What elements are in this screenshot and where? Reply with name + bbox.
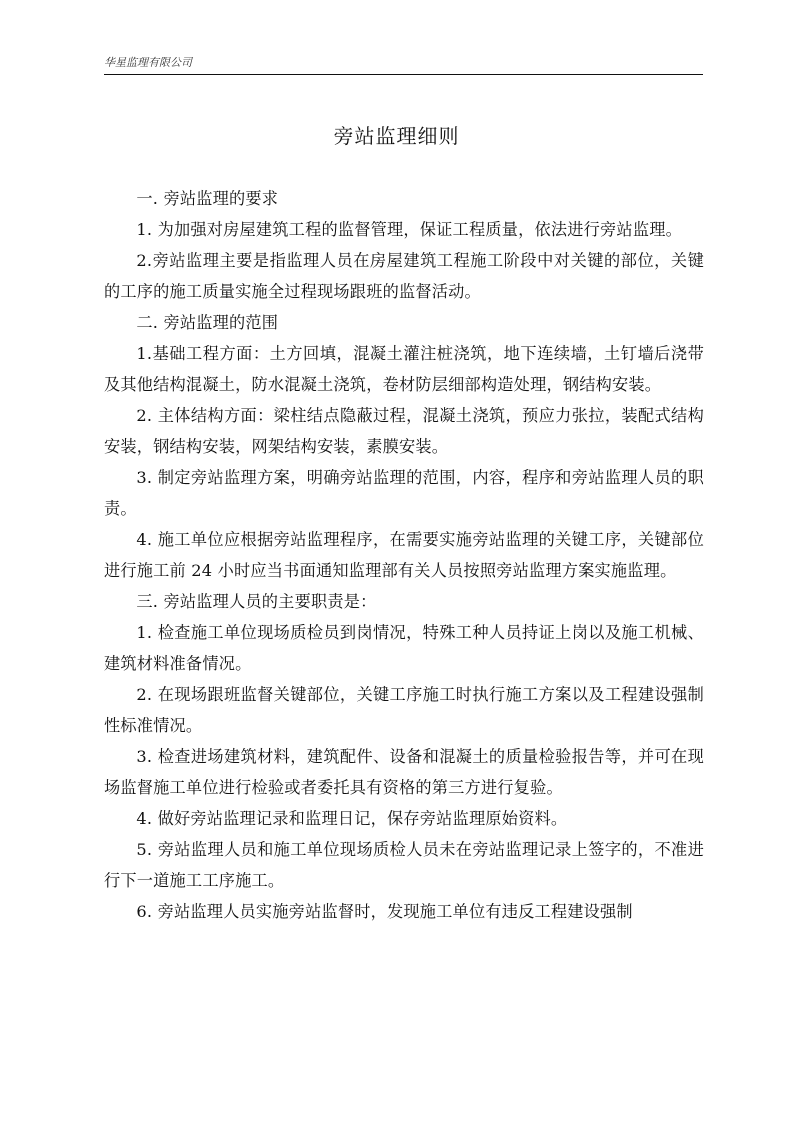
header-company-name: 华星监理有限公司 (104, 56, 192, 69)
paragraph: 3. 检查进场建筑材料，建筑配件、设备和混凝土的质量检验报告等，并可在现场监督施工单位进行检验或者委托具有资格的第三方进行复验。 (104, 747, 704, 797)
paragraph: 5. 旁站监理人员和施工单位现场质检人员未在旁站监理记录上签字的，不准进行下一道施工工序施工。 (104, 840, 704, 890)
paragraph: 1. 检查施工单位现场质检员到岗情况，特殊工种人员持证上岗以及施工机械、建筑材料准备情况。 (104, 623, 704, 673)
section-heading-3: 三. 旁站监理人员的主要职责是： (136, 592, 377, 611)
paragraph: 4. 施工单位应根据旁站监理程序，在需要实施旁站监理的关键工序，关键部位进行施工前 24 小时应当书面通知监理部有关人员按照旁站监理方案实施监理。 (104, 530, 704, 580)
paragraph: 2. 在现场跟班监督关键部位，关键工序施工时执行施工方案以及工程建设强制性标准情况。 (104, 685, 704, 735)
section-heading-1: 一. 旁站监理的要求 (136, 189, 279, 208)
paragraph: 1.基础工程方面：土方回填，混凝土灌注桩浇筑，地下连续墙，土钉墙后浇带及其他结构混凝土，防水混凝土浇筑，卷材防层细部构造处理，钢结构安装。 (104, 344, 704, 394)
paragraph: 6. 旁站监理人员实施旁站监督时，发现施工单位有违反工程建设强制 (136, 902, 633, 921)
paragraph: 2. 主体结构方面：梁柱结点隐蔽过程，混凝土浇筑，预应力张拉，装配式结构安装，钢结构安装，网架结构安装，素膜安装。 (104, 406, 704, 456)
paragraph: 2.旁站监理主要是指监理人员在房屋建筑工程施工阶段中对关键的部位，关键的工序的施工质量实施全过程现场跟班的监督活动。 (104, 251, 704, 301)
paragraph: 3. 制定旁站监理方案，明确旁站监理的范围，内容，程序和旁站监理人员的职责。 (104, 468, 704, 518)
document-title: 旁站监理细则 (333, 124, 460, 148)
document-body (104, 183, 704, 927)
paragraph: 1. 为加强对房屋建筑工程的监督管理，保证工程质量，依法进行旁站监理。 (136, 220, 682, 239)
section-heading-2: 二. 旁站监理的范围 (136, 313, 279, 332)
paragraph: 4. 做好旁站监理记录和监理日记，保存旁站监理原始资料。 (136, 809, 568, 828)
page-header (104, 56, 703, 75)
